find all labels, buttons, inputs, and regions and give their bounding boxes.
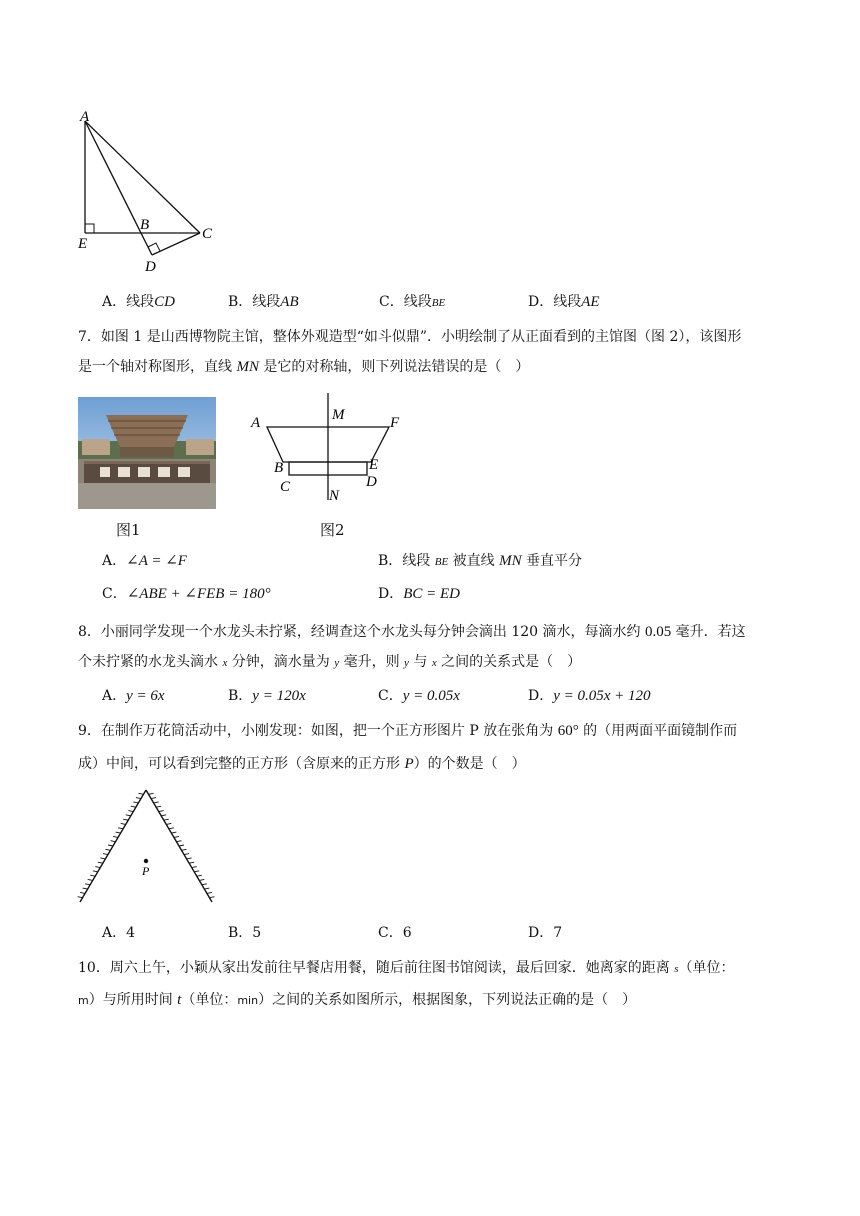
name-stone-top <box>84 461 210 464</box>
hatch-mark <box>184 854 189 855</box>
option-letter: D． <box>378 586 404 602</box>
hatch-mark <box>176 841 181 842</box>
q6-option-c[interactable] <box>379 292 445 313</box>
math: x <box>431 657 437 669</box>
point-p <box>144 859 148 863</box>
hatch-mark <box>90 875 95 876</box>
q10-line-2 <box>78 990 636 1011</box>
side-building-left <box>82 439 110 455</box>
q9-line-1 <box>78 721 737 741</box>
option-letter: B． <box>228 925 253 941</box>
option-value: 5 <box>252 925 262 941</box>
hatch-mark <box>197 875 202 876</box>
text: ）与所用时间 <box>88 992 178 1008</box>
side-building-right <box>186 439 214 455</box>
label-b: B <box>140 217 150 233</box>
q8-line-2 <box>78 652 581 673</box>
hatch-mark <box>171 832 176 833</box>
q7-option-b[interactable] <box>378 551 582 572</box>
segment-ad <box>85 121 152 255</box>
text: 之间的关系式是（ ） <box>436 654 582 670</box>
text: 是一个轴对称图形，直线 <box>78 359 237 375</box>
label-m: M <box>332 407 345 423</box>
q7-line-1: 7．如图 1 是山西博物院主馆，整体外观造型“如斗似鼎”．小明绘制了从正面看到的主馆图（图 2），该图形 <box>78 329 742 345</box>
option-prefix: 线段 <box>553 294 582 310</box>
text: 个未拧紧的水龙头滴水 <box>78 654 223 670</box>
hatch-mark <box>133 802 138 803</box>
q9-line-2 <box>78 754 526 774</box>
text: 分钟，滴水量为 <box>227 654 335 670</box>
hatch-mark <box>80 892 85 893</box>
museum-photo <box>78 397 216 509</box>
label-f: F <box>390 415 400 431</box>
label-p: P <box>142 864 150 878</box>
q7-option-d[interactable] <box>378 584 460 604</box>
math: 60° <box>557 723 579 739</box>
q7-option-a[interactable] <box>102 551 187 571</box>
hatch-mark <box>103 854 108 855</box>
hatch-mark <box>118 828 123 829</box>
hatch-mark <box>192 867 197 868</box>
mirror-hatch-left <box>78 793 144 897</box>
fig2-symmetric-figure <box>245 390 410 510</box>
hatch-mark <box>174 836 179 837</box>
option-math: ∠ABE + ∠FEB = 180° <box>126 586 271 602</box>
hatch-mark <box>98 862 103 863</box>
hatch-mark <box>128 811 133 812</box>
mirror-angle-figure <box>74 786 220 908</box>
option-letter: C． <box>378 925 403 941</box>
option-prefix: 线段 <box>252 294 281 310</box>
math: MN <box>236 359 259 375</box>
q8-option-d[interactable] <box>528 686 651 706</box>
q8-option-b[interactable] <box>228 686 306 706</box>
math: t <box>177 992 182 1008</box>
hatch-mark <box>108 845 113 846</box>
label-b: B <box>274 460 284 476</box>
label-n: N <box>329 488 340 504</box>
option-text: 被直线 <box>448 553 500 569</box>
hatch-mark <box>113 836 118 837</box>
option-value: 6 <box>402 925 412 941</box>
math: P <box>404 756 414 772</box>
hatch-mark <box>209 897 214 898</box>
q9-option-b[interactable] <box>228 923 261 943</box>
label-d: D <box>366 474 377 490</box>
q8-option-c[interactable] <box>378 686 460 706</box>
q8-line-1 <box>78 622 746 642</box>
text: 10．周六上午，小颖从家出发前往早餐店用餐，随后前往图书馆阅读，最后回家．她离家的距离 <box>78 960 675 976</box>
unit: m <box>78 994 89 1007</box>
text: 的（用两面平面镜制作而 <box>578 723 738 739</box>
option-prefix: 线段 <box>402 553 435 569</box>
option-math: AE <box>581 294 600 310</box>
plaza <box>78 483 216 509</box>
hatch-mark <box>126 815 131 816</box>
option-letter: A． <box>102 688 127 704</box>
option-letter: B． <box>228 688 253 704</box>
text: 是它的对称轴，则下列说法错误的是（ ） <box>258 359 530 375</box>
option-text: 垂直平分 <box>521 553 583 569</box>
hatch-mark <box>95 867 100 868</box>
hatch-mark <box>100 858 105 859</box>
text: ）之间的关系如图所示，根据图象，下列说法正确的是（ ） <box>258 992 637 1008</box>
hatch-mark <box>207 892 212 893</box>
label-d: D <box>145 259 156 275</box>
option-math: y = 120x <box>252 688 306 704</box>
option-math: BC = ED <box>403 586 461 602</box>
hatch-mark <box>187 858 192 859</box>
math: x <box>222 657 228 669</box>
q6-option-a[interactable] <box>102 292 175 312</box>
text: ）的个数是（ ） <box>413 756 526 772</box>
hatch-mark <box>202 884 207 885</box>
hatch-mark <box>204 888 209 889</box>
hatch-mark <box>83 888 88 889</box>
option-letter: A． <box>102 925 127 941</box>
option-letter: A． <box>102 294 127 310</box>
label-a: A <box>80 109 90 125</box>
math: s <box>674 963 679 975</box>
hatch-mark <box>105 849 110 850</box>
q9-option-d[interactable] <box>528 923 562 943</box>
option-letter: C． <box>379 294 404 310</box>
label-e: E <box>78 236 88 252</box>
option-letter: B． <box>228 294 253 310</box>
option-letter: D． <box>528 688 554 704</box>
hatch-mark <box>151 798 156 799</box>
option-math: BE <box>431 297 446 309</box>
hatch-mark <box>93 871 98 872</box>
hatch-mark <box>121 823 126 824</box>
hatch-mark <box>88 879 93 880</box>
hatch-mark <box>136 798 141 799</box>
hatch-mark <box>179 845 184 846</box>
hatch-mark <box>159 811 164 812</box>
option-math: BE <box>434 556 449 568</box>
option-letter: B． <box>378 553 403 569</box>
option-letter: A． <box>102 553 127 569</box>
triangle-figure <box>70 105 230 280</box>
hatch-mark <box>189 862 194 863</box>
option-math: y = 6x <box>126 688 165 704</box>
label-c: C <box>280 479 291 495</box>
hatch-mark <box>182 849 187 850</box>
option-letter: C． <box>378 688 403 704</box>
hatch-mark <box>199 879 204 880</box>
option-letter: C． <box>102 586 127 602</box>
hatch-mark <box>166 823 171 824</box>
main-building-base <box>120 447 174 457</box>
option-letter: D． <box>528 925 554 941</box>
label-e: E <box>369 457 379 473</box>
hatch-mark <box>164 819 169 820</box>
text: 9．在制作万花筒活动中，小刚发现：如图，把一个正方形图片 P 放在张角为 <box>78 723 558 739</box>
option-value: 7 <box>553 925 563 941</box>
fig2-caption: 图2 <box>320 521 345 539</box>
hatch-mark <box>116 832 121 833</box>
text: （单位： <box>181 992 238 1008</box>
q8-option-a[interactable] <box>102 686 165 706</box>
text: 毫升．若这 <box>671 624 746 640</box>
hatch-mark <box>123 819 128 820</box>
mirror-hatch-right <box>149 793 215 897</box>
hatch-mark <box>154 802 159 803</box>
option-prefix: 线段 <box>126 294 155 310</box>
hatch-mark <box>149 793 154 794</box>
option-math: y = 0.05x + 120 <box>553 688 651 704</box>
text: 成）中间，可以看到完整的正方形（含原来的正方形 <box>78 756 405 772</box>
option-math: CD <box>154 294 175 310</box>
unit: min <box>237 994 259 1007</box>
right-angle-mark-e <box>85 224 94 233</box>
q7-option-c[interactable] <box>102 584 271 604</box>
q6-option-d[interactable] <box>528 292 600 312</box>
q9-option-a[interactable] <box>102 923 135 943</box>
option-math: AB <box>280 294 299 310</box>
text: 与 <box>408 654 432 670</box>
hatch-mark <box>138 793 143 794</box>
math: y <box>404 657 409 669</box>
text: （单位： <box>678 960 735 976</box>
option-prefix: 线段 <box>403 294 432 310</box>
q9-option-c[interactable] <box>378 923 412 943</box>
text: 毫升，则 <box>339 654 405 670</box>
math: y <box>334 657 340 669</box>
label-a: A <box>251 415 261 431</box>
hatch-mark <box>85 884 90 885</box>
option-letter: D． <box>528 294 554 310</box>
option-math: MN <box>499 553 522 569</box>
hatch-mark <box>169 828 174 829</box>
hatch-mark <box>161 815 166 816</box>
fig1-caption: 图1 <box>116 521 141 539</box>
q10-line-1 <box>78 958 735 979</box>
hatch-mark <box>131 806 136 807</box>
segment-dc <box>152 233 200 255</box>
main-building <box>106 415 188 447</box>
math: 0.05 <box>644 624 672 640</box>
q6-option-b[interactable] <box>228 292 299 312</box>
option-math: y = 0.05x <box>402 688 460 704</box>
hatch-mark <box>111 841 116 842</box>
hatch-mark <box>156 806 161 807</box>
option-value: 4 <box>126 925 136 941</box>
label-c: C <box>202 226 213 242</box>
text: 8．小丽同学发现一个水龙头未拧紧，经调查这个水龙头每分钟会滴出 120 滴水，每滴水约 <box>78 624 645 640</box>
hatch-mark <box>194 871 199 872</box>
q7-line-2 <box>78 357 529 377</box>
option-math: ∠A = ∠F <box>126 553 187 569</box>
hatch-mark <box>78 897 83 898</box>
